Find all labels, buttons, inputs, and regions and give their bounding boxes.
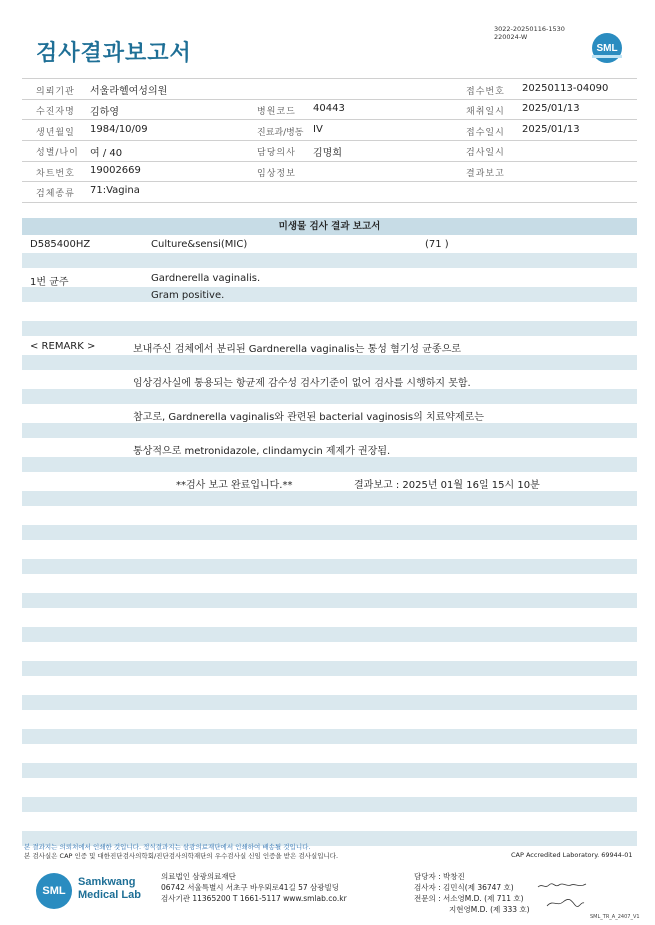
brand-line2: Medical Lab (78, 889, 141, 901)
collect-date-label: 채취일시 (466, 107, 505, 117)
row-band (22, 763, 637, 778)
row-band (22, 423, 637, 438)
birth-label: 생년월일 (36, 128, 75, 138)
signature-icon (537, 882, 587, 890)
strain-label: 1번 균주 (30, 277, 69, 288)
divider (22, 99, 637, 100)
footer-sml-logo-text: SML (42, 885, 66, 897)
brand-line1: Samkwang (78, 876, 136, 888)
cert-note: 본 검사실은 CAP 인증 및 대한진단검사의학회/진단검사의학재단의 우수검사실 신임 인증을 받은 검사실입니다. (24, 852, 339, 860)
dept-label: 진료과/병동 (257, 128, 304, 138)
report-title: 검사결과보고서 (36, 41, 192, 66)
doc-code-line1: 3022-20250116-1530 (494, 25, 565, 33)
strain-name: Gardnerella vaginalis. (151, 273, 261, 284)
row-band (22, 593, 637, 608)
row-band (22, 797, 637, 812)
remark-line: 임상검사실에 통용되는 항균제 감수성 검사기준이 없어 검사를 시행하지 못함. (133, 378, 471, 389)
test-date-label: 검사일시 (466, 148, 505, 158)
remark-line: 보내주신 검체에서 분리된 Gardnerella vaginalis는 통성 혐기성 균종으로 (133, 344, 461, 355)
org-info (161, 871, 347, 904)
remark-line: 통상적으로 metronidazole, clindamycin 제제가 권장됨. (133, 446, 391, 457)
signature-icon (545, 897, 585, 909)
row-band (22, 253, 637, 268)
doc-code (494, 25, 565, 41)
section-title: 미생물 검사 결과 보고서 (22, 218, 637, 235)
clinical-info-label: 임상정보 (257, 169, 296, 179)
row-band (22, 389, 637, 404)
divider (22, 78, 637, 79)
receive-date-label: 접수일시 (466, 128, 505, 138)
divider (22, 202, 637, 203)
divider (22, 140, 637, 141)
brand-name (78, 876, 141, 902)
report-complete: **검사 보고 완료입니다.** (176, 480, 293, 491)
remark-label: < REMARK > (30, 341, 96, 352)
org-line3: 검사기관 11365200 T 1661-5117 www.smlab.co.kr (161, 894, 347, 903)
receipt-no-label: 접수번호 (466, 87, 505, 97)
row-band (22, 321, 637, 336)
staff-line1: 담당자 : 박창진 (414, 872, 465, 881)
form-code: SML_TR_A_2407_V1 (590, 914, 640, 920)
test-code: D585400HZ (30, 239, 91, 250)
sex-age-value: 여 / 40 (90, 148, 123, 159)
row-band (22, 627, 637, 642)
result-report-label: 결과보고 (466, 169, 505, 179)
examinee-value: 김하영 (90, 107, 119, 118)
row-band (22, 525, 637, 540)
test-name: Culture&sensi(MIC) (151, 239, 248, 250)
cap-text: CAP Accredited Laboratory. 69944-01 (511, 851, 633, 859)
chart-no-label: 차트번호 (36, 169, 75, 179)
dept-value: IV (313, 124, 323, 135)
receipt-no-value: 20250113-04090 (522, 83, 609, 94)
institution-value: 서울라헬여성의원 (90, 86, 168, 97)
remark-line: 참고로, Gardnerella vaginalis와 관련된 bacterial vaginosis의 치료약제로는 (133, 412, 484, 423)
row-band (22, 287, 637, 302)
row-band (22, 729, 637, 744)
doc-code-line2: 220024-W (494, 33, 528, 41)
org-line2: 06742 서울특별시 서초구 바우뫼로41길 57 삼광빌딩 (161, 883, 340, 892)
staff-line3: 전문의 : 서소영M.D. (제 711 호) (414, 894, 524, 903)
specimen-value: 71:Vagina (90, 185, 140, 196)
sex-age-label: 성별/나이 (36, 148, 79, 158)
row-band (22, 491, 637, 506)
hospital-code-value: 40443 (313, 103, 345, 114)
test-count: (71 ) (425, 239, 449, 250)
report-datetime: 결과보고 : 2025년 01월 16일 15시 10분 (354, 480, 540, 491)
hospital-code-label: 병원코드 (257, 107, 296, 117)
examinee-label: 수진자명 (36, 107, 75, 117)
birth-value: 1984/10/09 (90, 124, 148, 135)
divider (22, 181, 637, 182)
row-band (22, 355, 637, 370)
receive-date-value: 2025/01/13 (522, 124, 580, 135)
doctor-label: 담당의사 (257, 148, 296, 158)
chart-no-value: 19002669 (90, 165, 141, 176)
staff-info (414, 871, 530, 915)
sml-logo (592, 33, 622, 63)
print-note: 본 결과지는 의뢰처에서 인쇄한 것입니다. 정식결과지는 삼광의료재단에서 인쇄하여 배송될 것입니다. (24, 843, 311, 851)
divider (22, 119, 637, 120)
row-band (22, 457, 637, 472)
gram-stain: Gram positive. (151, 290, 225, 301)
staff-line4: 지현영M.D. (제 333 호) (449, 905, 530, 914)
logo-wave-icon (592, 55, 622, 58)
collect-date-value: 2025/01/13 (522, 103, 580, 114)
specimen-label: 검체종류 (36, 189, 75, 199)
divider (22, 161, 637, 162)
footer-sml-logo (36, 873, 72, 909)
doctor-value: 김명희 (313, 148, 342, 159)
row-band (22, 661, 637, 676)
institution-label: 의뢰기관 (36, 87, 75, 97)
row-band (22, 695, 637, 710)
row-band (22, 559, 637, 574)
sml-logo-text: SML (596, 42, 618, 54)
org-line1: 의료법인 삼광의료재단 (161, 872, 236, 881)
staff-line2: 검사자 : 김민식(제 36747 호) (414, 883, 514, 892)
